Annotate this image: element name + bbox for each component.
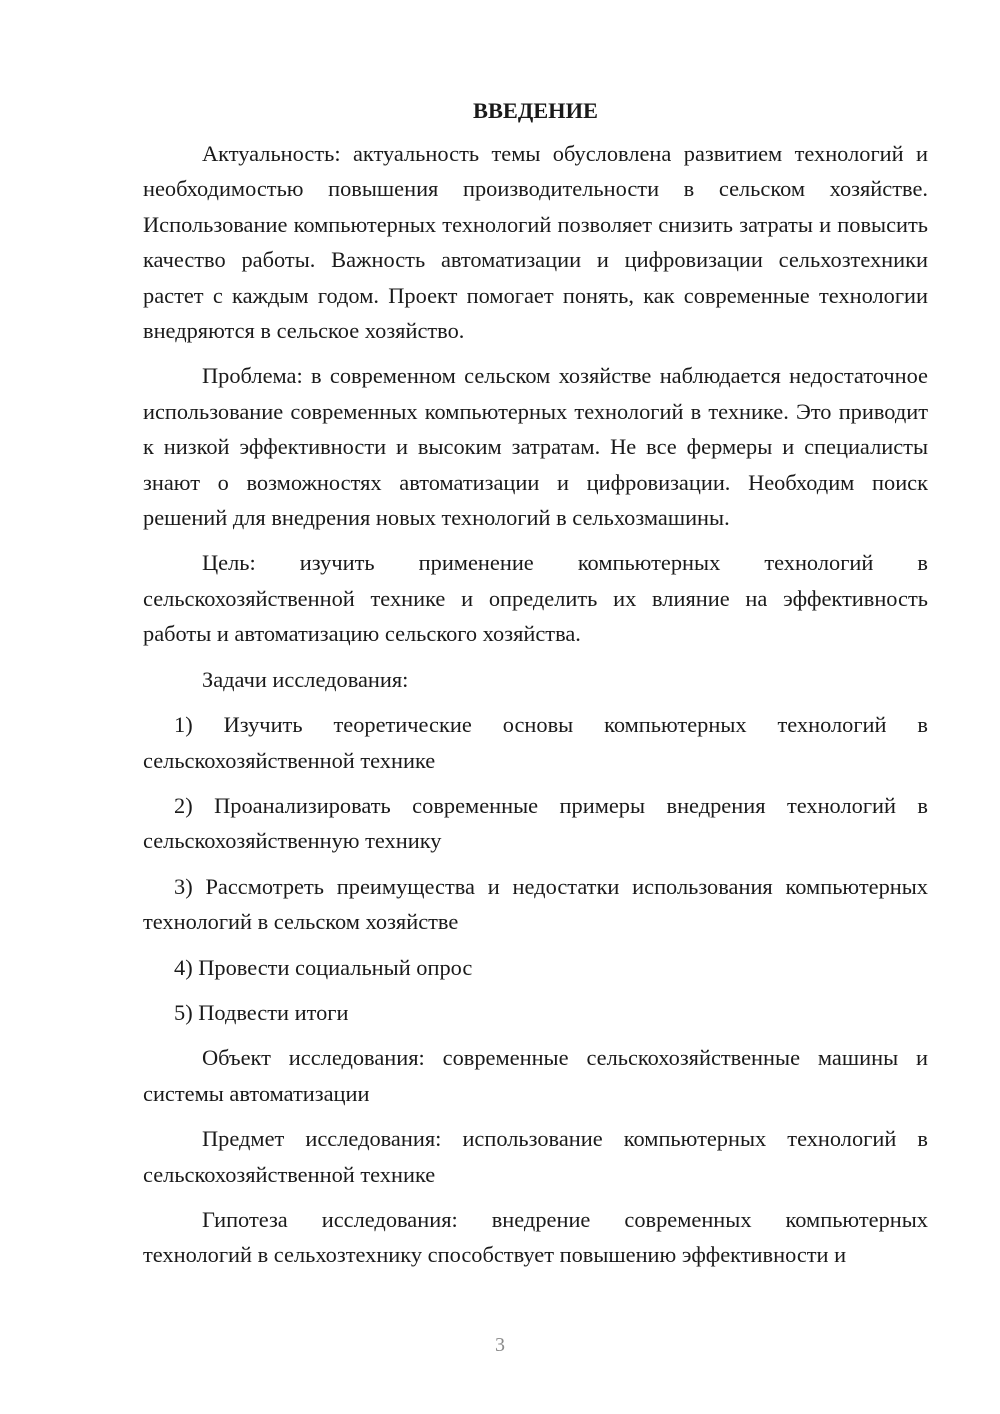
goal-paragraph: Цель: изучить применение компьютерных технологий в сельскохозяйственной технике и определить их влияние на эффективность работы и автоматизацию сельского хозяйства. [143,550,928,647]
relevance-paragraph: Актуальность: актуальность темы обусловлена развитием технологий и необходимостью повышения производительности в сельском хозяйстве. Использование компьютерных технологий позволяет снизить затраты и повысить качество работы. Важность автоматизации и цифровизации сельхозтехники растет с каждым годом. Проект помогает понять, как современные технологии внедряются в сельское хозяйство. [143,141,928,344]
page-number: 3 [495,1334,505,1356]
task-item: 1) Изучить теоретические основы компьютерных технологий в сельскохозяйственной технике [143,712,928,773]
tasks-heading: Задачи исследования: [202,666,409,692]
task-item: 5) Подвести итоги [174,999,349,1025]
task-item: 3) Рассмотреть преимущества и недостатки использования компьютерных технологий в сельском хозяйстве [143,873,928,935]
problem-paragraph: Проблема: в современном сельском хозяйстве наблюдается недостаточное использование современных компьютерных технологий в технике. Это приводит к низкой эффективности и высоким затратам. Не все фермеры и специалисты знают о возможностях автоматизации и цифровизации. Необходим поиск решений для внедрения новых технологий в сельхозмашины. [143,363,928,531]
subject-paragraph: Предмет исследования: использование компьютерных технологий в сельскохозяйственной технике [143,1126,928,1187]
page-content [143,93,928,1273]
task-item: 2) Проанализировать современные примеры внедрения технологий в сельскохозяйственную технику [143,792,928,854]
object-paragraph: Объект исследования: современные сельскохозяйственные машины и системы автоматизации [143,1045,928,1106]
page-title: ВВЕДЕНИЕ [473,98,598,123]
task-item: 4) Провести социальный опрос [174,954,473,980]
hypothesis-paragraph: Гипотеза исследования: внедрение современных компьютерных технологий в сельхозтехнику способствует повышению эффективности и [143,1206,928,1268]
